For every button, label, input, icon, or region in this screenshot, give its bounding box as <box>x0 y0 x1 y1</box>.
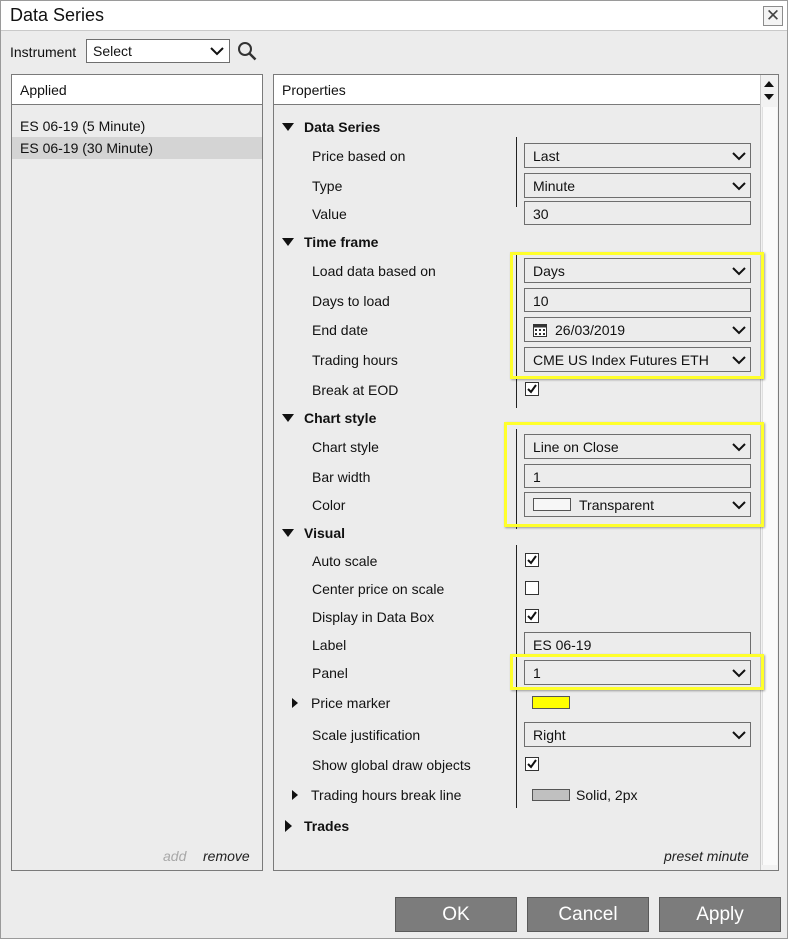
chevron-down-icon <box>732 730 746 740</box>
auto-scale-checkbox[interactable] <box>525 553 539 567</box>
display-in-data-box-checkbox[interactable] <box>525 609 539 623</box>
ok-button[interactable]: OK <box>395 897 517 932</box>
show-global-draw-checkbox[interactable] <box>525 757 539 771</box>
break-at-eod-checkbox[interactable] <box>525 382 539 396</box>
highlight-box <box>510 654 764 690</box>
search-icon[interactable] <box>237 41 257 61</box>
panel-value: 1 <box>533 665 541 681</box>
properties-title: Properties <box>282 82 346 98</box>
collapse-icon[interactable] <box>282 414 294 422</box>
type-value: Minute <box>533 178 576 194</box>
remove-link[interactable]: remove <box>203 848 250 864</box>
price-marker-swatch[interactable] <box>532 696 570 709</box>
check-icon <box>526 758 538 770</box>
applied-item-label: ES 06-19 (30 Minute) <box>20 140 154 156</box>
color-label: Color <box>312 497 346 513</box>
chart-style-value: Line on Close <box>533 439 619 455</box>
section-chart-style[interactable]: Chart style <box>304 410 377 426</box>
display-in-data-box-label: Display in Data Box <box>312 609 435 625</box>
window-title: Data Series <box>10 5 105 25</box>
trading-hours-value: CME US Index Futures ETH <box>533 352 709 368</box>
check-icon <box>526 383 538 395</box>
close-icon: ✕ <box>765 6 781 25</box>
check-icon <box>526 554 538 566</box>
chevron-down-icon <box>210 46 224 56</box>
auto-scale-label: Auto scale <box>312 553 378 569</box>
scroll-down-icon[interactable] <box>763 92 775 102</box>
scale-justification-value: Right <box>533 727 566 743</box>
type-select[interactable] <box>524 173 751 198</box>
highlight-box <box>504 422 764 527</box>
scroll-track[interactable] <box>762 107 777 865</box>
check-icon <box>526 610 538 622</box>
center-price-checkbox[interactable] <box>525 581 539 595</box>
label-input[interactable] <box>524 632 751 656</box>
applied-panel <box>11 74 263 871</box>
price-based-on-label: Price based on <box>312 148 406 164</box>
cancel-button[interactable]: Cancel <box>527 897 649 932</box>
show-global-draw-label: Show global draw objects <box>312 757 471 773</box>
days-to-load-value: 10 <box>533 293 549 309</box>
value-input[interactable] <box>524 201 751 225</box>
section-visual[interactable]: Visual <box>304 525 345 541</box>
scroll-up-icon[interactable] <box>763 79 775 89</box>
load-data-based-on-label: Load data based on <box>312 263 436 279</box>
section-data-series[interactable]: Data Series <box>304 119 381 135</box>
applied-title: Applied <box>20 82 67 98</box>
scale-justification-label: Scale justification <box>312 727 421 743</box>
end-date-value: 26/03/2019 <box>555 322 626 338</box>
add-link[interactable]: add <box>163 848 187 864</box>
apply-button[interactable]: Apply <box>659 897 781 932</box>
highlight-box <box>510 252 764 379</box>
load-data-based-on-value: Days <box>533 263 565 279</box>
instrument-select-value: Select <box>93 43 132 59</box>
section-trades[interactable]: Trades <box>304 818 350 834</box>
bar-width-value: 1 <box>533 469 541 485</box>
expand-icon[interactable] <box>292 790 298 800</box>
break-at-eod-label: Break at EOD <box>312 382 399 398</box>
instrument-select[interactable] <box>86 39 230 63</box>
section-time-frame[interactable]: Time frame <box>304 234 379 250</box>
label-value: ES 06-19 <box>533 637 592 653</box>
end-date-label: End date <box>312 322 369 338</box>
instrument-label: Instrument <box>10 44 77 60</box>
break-line-swatch[interactable] <box>532 789 570 801</box>
title-bar <box>1 1 787 31</box>
applied-item-label: ES 06-19 (5 Minute) <box>20 118 146 134</box>
applied-header <box>12 75 262 105</box>
column-divider <box>516 137 517 207</box>
preset-link[interactable]: preset minute <box>664 848 749 864</box>
color-value: Transparent <box>579 497 654 513</box>
type-label: Type <box>312 178 343 194</box>
collapse-icon[interactable] <box>282 238 294 246</box>
price-marker-label: Price marker <box>311 695 391 711</box>
bar-width-label: Bar width <box>312 469 371 485</box>
properties-header <box>274 75 760 105</box>
list-item[interactable] <box>12 115 262 137</box>
trading-hours-label: Trading hours <box>312 352 398 368</box>
chevron-down-icon <box>732 151 746 161</box>
list-item[interactable] <box>12 137 262 159</box>
collapse-icon[interactable] <box>282 529 294 537</box>
close-button[interactable] <box>763 6 783 26</box>
chevron-down-icon <box>732 181 746 191</box>
chart-style-label: Chart style <box>312 439 379 455</box>
panel-label: Panel <box>312 665 348 681</box>
collapse-icon[interactable] <box>282 123 294 131</box>
expand-icon[interactable] <box>285 820 292 832</box>
trading-hours-break-line-label: Trading hours break line <box>311 787 462 803</box>
price-based-on-select[interactable] <box>524 143 751 168</box>
value-value: 30 <box>533 206 549 222</box>
trading-hours-break-line-value: Solid, 2px <box>576 787 638 803</box>
label-label: Label <box>312 637 347 653</box>
value-label: Value <box>312 206 347 222</box>
scale-justification-select[interactable] <box>524 722 751 747</box>
days-to-load-label: Days to load <box>312 293 390 309</box>
center-price-label: Center price on scale <box>312 581 445 597</box>
expand-icon[interactable] <box>292 698 298 708</box>
price-based-on-value: Last <box>533 148 560 164</box>
